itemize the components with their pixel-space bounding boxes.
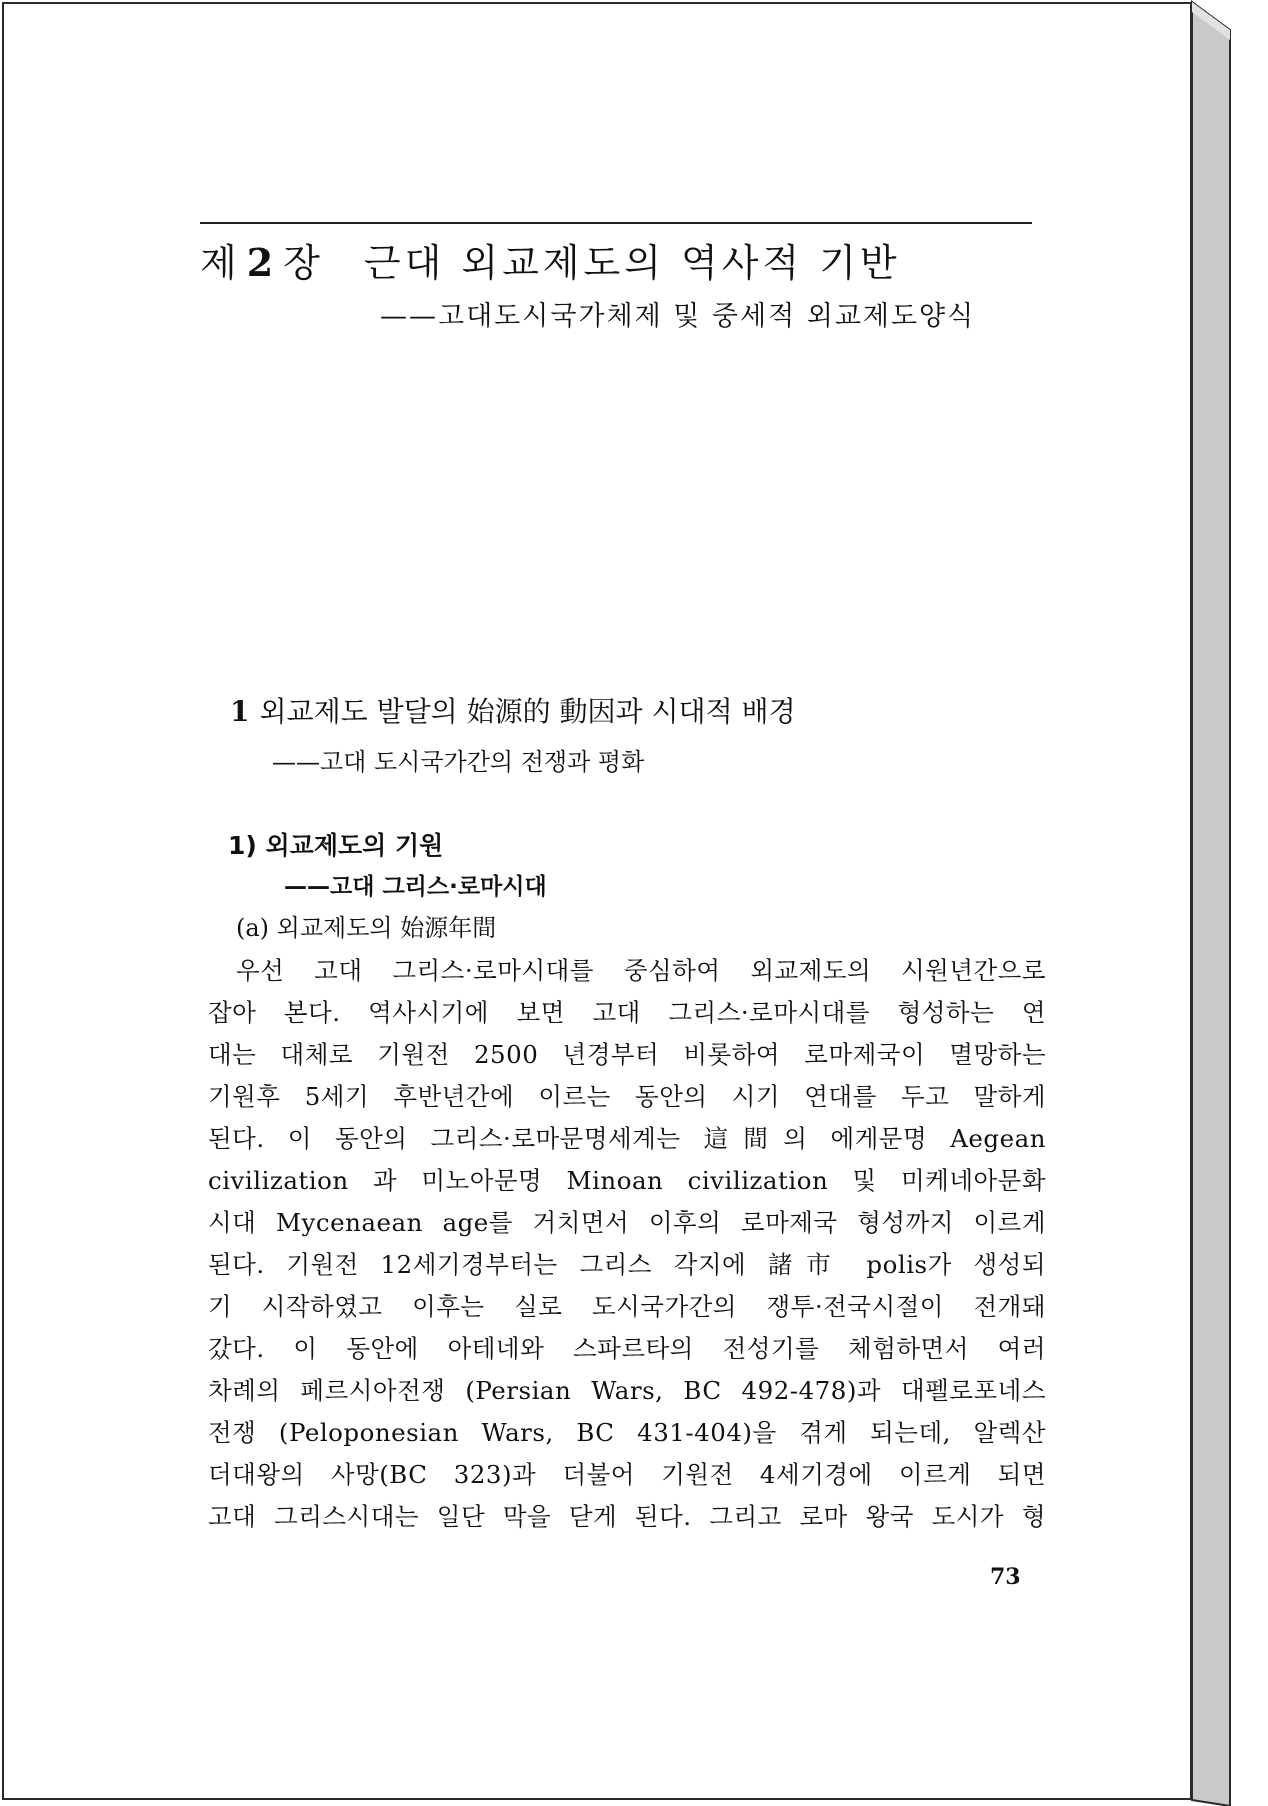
body-line: 대는 대체로 기원전 2500 년경부터 비롯하여 로마제국이 멸망하는 — [208, 1040, 1046, 1069]
chapter-label-suffix: 장 — [283, 241, 324, 285]
subsection-subtitle: ——고대 그리스·로마시대 — [284, 874, 547, 900]
body-line: 갔다. 이 동안에 아테네와 스파르타의 전성기를 체험하면서 여러 — [208, 1334, 1046, 1363]
body-paragraph — [208, 950, 1046, 1538]
body-line: 기 시작하였고 이후는 실로 도시국가간의 쟁투·전국시절이 전개돼 — [208, 1292, 1046, 1321]
body-line: 고대 그리스시대는 일단 막을 닫게 된다. 그리고 로마 왕국 도시가 형 — [208, 1502, 1046, 1531]
item-heading: (a) 외교제도의 始源年間 — [236, 914, 497, 942]
section-subtitle: ——고대 도시국가간의 전쟁과 평화 — [272, 748, 645, 776]
chapter-rule — [200, 222, 1032, 224]
subsection-heading: 1) 외교제도의 기원 — [228, 831, 444, 860]
body-line: 더대왕의 사망(BC 323)과 더불어 기원전 4세기경에 이르게 되면 — [208, 1460, 1046, 1489]
page-number: 73 — [990, 1564, 1021, 1590]
body-line: 시대 Mycenaean age를 거치면서 이후의 로마제국 형성까지 이르게 — [208, 1208, 1046, 1237]
chapter-subtitle: ——고대도시국가체제 및 중세적 외교제도양식 — [380, 301, 976, 332]
section-number: 1 — [230, 695, 250, 728]
body-line: 된다. 기원전 12세기경부터는 그리스 각지에 諸市 polis가 생성되 — [208, 1250, 1046, 1279]
chapter-label-prefix: 제 — [200, 241, 241, 285]
body-line: 우선 고대 그리스·로마시대를 중심하여 외교제도의 시원년간으로 — [236, 956, 1046, 985]
body-line: 차례의 페르시아전쟁 (Persian Wars, BC 492-478)과 대펠로포네스 — [208, 1376, 1046, 1405]
body-line: civilization 과 미노아문명 Minoan civilization 및 미케네아문화 — [208, 1166, 1046, 1195]
section-heading — [230, 690, 796, 730]
section-title: 외교제도 발달의 始源的 動因과 시대적 배경 — [259, 695, 796, 728]
body-line: 된다. 이 동안의 그리스·로마문명세계는 這間의 에게문명 Aegean — [208, 1124, 1046, 1153]
chapter-number: 2 — [246, 240, 278, 285]
body-line: 기원후 5세기 후반년간에 이르는 동안의 시기 연대를 두고 말하게 — [208, 1082, 1046, 1111]
chapter-title — [200, 232, 901, 287]
body-line: 전쟁 (Peloponesian Wars, BC 431-404)을 겪게 되는데, 알렉산 — [208, 1418, 1046, 1447]
body-line: 잡아 본다. 역사시기에 보면 고대 그리스·로마시대를 형성하는 연 — [208, 998, 1046, 1027]
chapter-title-text: 근대 외교제도의 역사적 기반 — [363, 241, 901, 285]
